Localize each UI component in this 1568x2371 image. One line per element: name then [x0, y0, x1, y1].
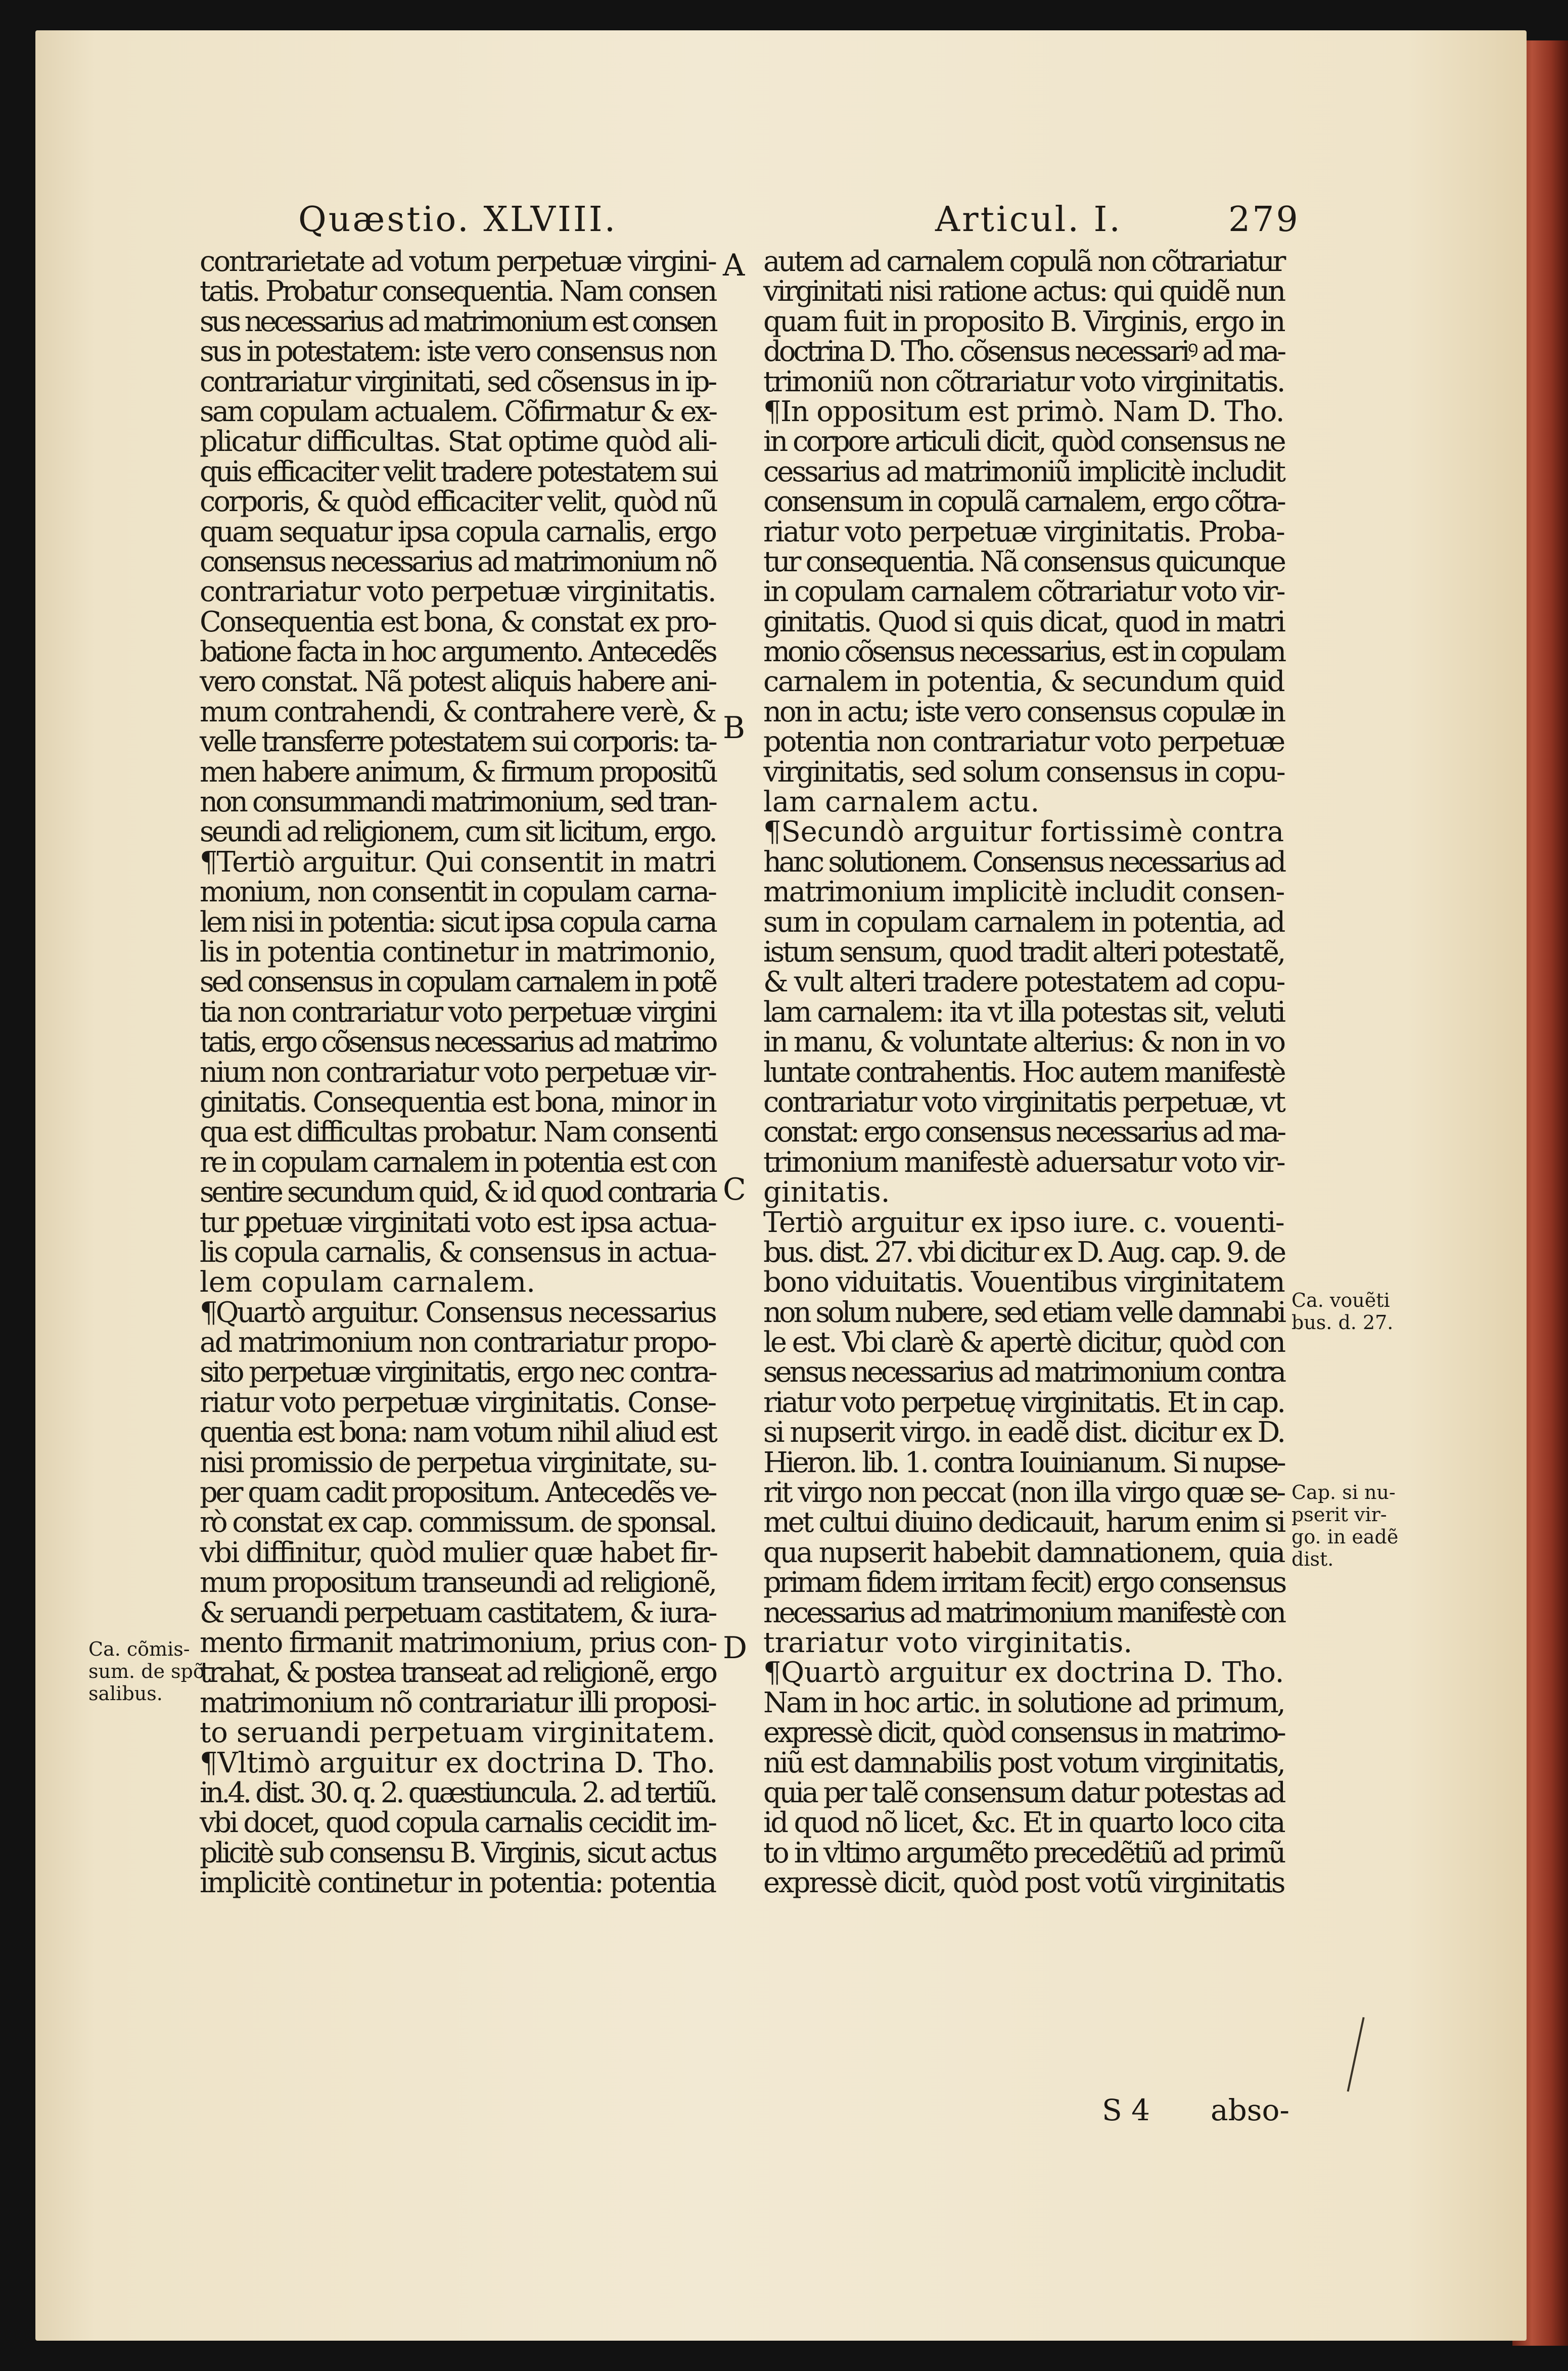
left-column-line: tia non contrariatur voto perpetuæ virgini — [200, 995, 716, 1029]
right-column-line: necessarius ad matrimonium manifestè con — [763, 1596, 1284, 1629]
right-column-line: primam fidem irritam fecit) ergo consensus — [763, 1566, 1285, 1600]
right-column-line: monio cõsensus necessarius, est in copulam — [763, 635, 1284, 669]
left-column-line: riatur voto perpetuæ virginitatis. Conse- — [200, 1386, 715, 1419]
right-column-line: sensus necessarius ad matrimonium contra — [763, 1356, 1284, 1389]
left-column-line: to seruandi perpetuam virginitatem. — [200, 1716, 715, 1750]
catchword: abso- — [1211, 2093, 1289, 2127]
right-column-line: bus. dist. 27. vbi dicitur ex D. Aug. cap. 9. de — [763, 1236, 1284, 1269]
left-column-line: vero constat. Nã potest aliquis habere ani- — [200, 665, 715, 699]
right-column-line: istum sensum, quod tradit alteri potestatẽ, — [763, 935, 1284, 969]
left-column-line: qua est difficultas probatur. Nam consenti — [200, 1116, 716, 1149]
right-column-line: non solum nubere, sed etiam velle damnabi — [763, 1296, 1284, 1329]
left-column-line: sentire secundum quid, & id quod contraria — [200, 1176, 716, 1209]
left-column-line: contrariatur virginitati, sed cõsensus in ip- — [200, 365, 715, 398]
right-column-line: rit virgo non peccat (non illa virgo quæ se- — [763, 1476, 1284, 1510]
right-column-line: potentia non contrariatur voto perpetuæ — [763, 725, 1284, 759]
right-column-line: in manu, & voluntate alterius: & non in vo — [763, 1026, 1284, 1059]
left-column-line: contrarietate ad votum perpetuæ virgini- — [200, 245, 716, 278]
right-column-line: contrariatur voto virginitatis perpetuæ, vt — [763, 1085, 1284, 1119]
right-column-line: id quod nõ licet, &c. Et in quarto loco cita — [763, 1806, 1284, 1840]
left-column-line: lis copula carnalis, & consensus in actua- — [200, 1236, 715, 1269]
right-column-line: virginitati nisi ratione actus: qui quidẽ nun — [763, 275, 1284, 308]
right-column-line: riatur voto perpetuę virginitatis. Et in cap. — [763, 1386, 1284, 1419]
left-column-line: implicitè continetur in potentia: potentia — [200, 1866, 715, 1900]
right-column-line: riatur voto perpetuæ virginitatis. Proba- — [763, 515, 1284, 549]
left-column-line: contrariatur voto perpetuæ virginitatis. — [200, 575, 716, 609]
right-column-line: expressè dicit, quòd post votũ virginitatis — [763, 1866, 1284, 1900]
right-column-line: Nam in hoc artic. in solutione ad primum, — [763, 1686, 1284, 1719]
left-column-line: sam copulam actualem. Cõfirmatur & ex- — [200, 395, 716, 428]
left-column-line: nium non contrariatur voto perpetuæ vir- — [200, 1056, 715, 1089]
right-column-line: niũ est damnabilis post votum virginitatis, — [763, 1746, 1284, 1780]
right-column-line: lam carnalem actu. — [763, 786, 1040, 819]
right-column-line: trariatur voto virginitatis. — [763, 1626, 1133, 1659]
right-column-line: Tertiò arguitur ex ipso iure. c. vouenti- — [763, 1206, 1284, 1239]
right-column-line: carnalem in potentia, & secundum quid — [763, 665, 1284, 699]
right-column-line: sum in copulam carnalem in potentia, ad — [763, 905, 1284, 939]
right-column-line: qua nupserit habebit damnationem, quia — [763, 1536, 1284, 1569]
right-column-line: ¶Quartò arguitur ex doctrina D. Tho. — [763, 1656, 1284, 1690]
right-column-line: expressè dicit, quòd consensus in matrimo- — [763, 1716, 1284, 1750]
right-column-line: lam carnalem: ita vt illa potestas sit, veluti — [763, 995, 1284, 1029]
right-column-line: luntate contrahentis. Hoc autem manifestè — [763, 1056, 1284, 1089]
margin-note-si-nupserit: Cap. si nu- pserit vir- go. in eadẽ dist. — [1292, 1481, 1399, 1570]
left-column-line: trahat, & postea transeat ad religionẽ, ergo — [200, 1656, 715, 1690]
left-column-line: ad matrimonium non contrariatur propo- — [200, 1326, 715, 1359]
right-column-line: in corpore articuli dicit, quòd consensus ne — [763, 425, 1284, 459]
running-head-right: Articul. I. — [935, 200, 1123, 240]
left-column-line: velle transferre potestatem sui corporis: ta- — [200, 725, 715, 759]
right-column-line: ginitatis. Quod si quis dicat, quod in matri — [763, 605, 1284, 639]
running-head-left: Quæstio. XLVIII. — [298, 200, 618, 240]
right-column-line: tur consequentia. Nã consensus quicunque — [763, 545, 1284, 578]
right-column-line: met cultui diuino dedicauit, harum enim si — [763, 1506, 1284, 1539]
right-column-line: quia per talẽ consensum datur potestas ad — [763, 1776, 1284, 1809]
right-column-line: ¶Secundò arguitur fortissimè contra — [763, 815, 1284, 849]
left-column-line: quam sequatur ipsa copula carnalis, ergo — [200, 515, 715, 549]
right-column-line: & vult alteri tradere potestatem ad copu- — [763, 966, 1284, 999]
left-column-line: non consummandi matrimonium, sed tran- — [200, 786, 715, 819]
right-column-line: ¶In oppositum est primò. Nam D. Tho. — [763, 395, 1284, 428]
left-column-line: nisi promissio de perpetua virginitate, su- — [200, 1446, 715, 1479]
right-column-line: cessarius ad matrimoniũ implicitè includit — [763, 455, 1284, 488]
left-column-line: ginitatis. Consequentia est bona, minor in — [200, 1085, 716, 1119]
left-column-line: quentia est bona: nam votum nihil aliud est — [200, 1416, 715, 1449]
left-column-line: plicitè sub consensu B. Virginis, sicut actus — [200, 1836, 715, 1870]
right-column-line: constat: ergo consensus necessarius ad ma- — [763, 1116, 1284, 1149]
left-column-line: batione facta in hoc argumento. Antecedẽs — [200, 635, 715, 669]
signature-mark: S 4 — [1102, 2093, 1150, 2127]
left-column-line: sito perpetuæ virginitatis, ergo nec contra- — [200, 1356, 715, 1389]
left-column-line: men habere animum, & firmum propositũ — [200, 755, 716, 789]
right-column-line: in copulam carnalem cõtrariatur voto vir- — [763, 575, 1284, 609]
right-column-line: to in vltimo argumẽto precedẽtiũ ad primũ — [763, 1836, 1284, 1870]
left-column-line: monium, non consentit in copulam carna- — [200, 876, 715, 909]
left-column-line: mento firmanit matrimonium, prius con- — [200, 1626, 716, 1659]
left-column-line: & seruandi perpetuam castitatem, & iura- — [200, 1596, 715, 1629]
left-column-line: re in copulam carnalem in potentia est con — [200, 1146, 715, 1179]
left-column-line: mum contrahendi, & contrahere verè, & — [200, 695, 716, 728]
margin-note-vouentibus: Ca. vouẽti bus. d. 27. — [1292, 1289, 1394, 1334]
left-column-line: lem copulam carnalem. — [200, 1266, 536, 1299]
right-column-line: trimoniũ non cõtrariatur voto virginitatis. — [763, 365, 1284, 398]
left-column-line: lis in potentia continetur in matrimonio, — [200, 935, 715, 969]
left-column-line: vbi diffinitur, quòd mulier quæ habet fir- — [200, 1536, 717, 1569]
right-column-line: Hieron. lib. 1. contra Iouinianum. Si nupse- — [763, 1446, 1284, 1479]
left-column-line: ¶Tertiò arguitur. Qui consentit in matri — [200, 845, 716, 879]
right-column-line: doctrina D. Tho. cõsensus necessariꝰ ad ma- — [763, 335, 1284, 369]
left-column-line: quis efficaciter velit tradere potestatem sui — [200, 455, 716, 488]
left-column-line: rò constat ex cap. commissum. de sponsal. — [200, 1506, 716, 1539]
left-column-line: corporis, & quòd efficaciter velit, quòd nũ — [200, 485, 716, 519]
section-letter-b: B — [723, 710, 746, 746]
right-column-line: trimonium manifestè aduersatur voto vir- — [763, 1146, 1284, 1179]
left-column-line: sed consensus in copulam carnalem in potẽ — [200, 966, 715, 999]
left-column-line: plicatur difficultas. Stat optime quòd ali- — [200, 425, 716, 459]
left-column-line: vbi docet, quod copula carnalis cecidit im- — [200, 1806, 715, 1840]
left-column-line: in.4. dist. 30. q. 2. quæstiuncula. 2. ad tertiũ. — [200, 1776, 715, 1809]
left-column-line: lem nisi in potentia: sicut ipsa copula carna — [200, 905, 715, 939]
right-text-column — [763, 247, 1284, 1898]
margin-note-commissum: Ca. cõmis- sum. de spõ salibus. — [88, 1638, 205, 1705]
left-column-line: matrimonium nõ contrariatur illi proposi- — [200, 1686, 715, 1719]
left-column-line: tatis, ergo cõsensus necessarius ad matrimo — [200, 1026, 715, 1059]
right-column-line: virginitatis, sed solum consensus in copu- — [763, 755, 1284, 789]
left-column-line: seundi ad religionem, cum sit licitum, ergo. — [200, 815, 715, 849]
right-column-line: quam fuit in proposito B. Virginis, ergo in — [763, 305, 1284, 338]
left-column-line: Consequentia est bona, & constat ex pro- — [200, 605, 715, 639]
section-letter-c: C — [723, 1172, 746, 1207]
right-column-line: consensum in copulã carnalem, ergo cõtra- — [763, 485, 1284, 519]
left-column-line: per quam cadit propositum. Antecedẽs ve- — [200, 1476, 715, 1510]
left-column-line: mum propositum transeundi ad religionẽ, — [200, 1566, 715, 1600]
left-column-line: tatis. Probatur consequentia. Nam consen — [200, 275, 715, 308]
left-text-column — [200, 247, 715, 1898]
right-column-line: non in actu; iste vero consensus copulæ in — [763, 695, 1284, 728]
left-column-line: sus necessarius ad matrimonium est consen — [200, 305, 715, 338]
right-column-line: ginitatis. — [763, 1176, 890, 1209]
left-column-line: sus in potestatem: iste vero consensus non — [200, 335, 715, 369]
right-column-line: matrimonium implicitè includit consen- — [763, 876, 1284, 909]
section-letter-d: D — [723, 1630, 748, 1666]
left-column-line: tur ꝑpetuæ virginitati voto est ipsa actua- — [200, 1206, 715, 1239]
right-column-line: bono viduitatis. Vouentibus virginitatem — [763, 1266, 1284, 1299]
right-column-line: si nupserit virgo. in eadẽ dist. dicitur ex D. — [763, 1416, 1284, 1449]
section-letter-a: A — [723, 248, 745, 283]
right-column-line: hanc solutionem. Consensus necessarius ad — [763, 845, 1284, 879]
right-column-line: le est. Vbi clarè & apertè dicitur, quòd con — [763, 1326, 1284, 1359]
left-column-line: consensus necessarius ad matrimonium nõ — [200, 545, 715, 578]
left-column-line: ¶Quartò arguitur. Consensus necessarius — [200, 1296, 715, 1329]
right-column-line: autem ad carnalem copulã non cõtrariatur — [763, 245, 1284, 278]
left-column-line: ¶Vltimò arguitur ex doctrina D. Tho. — [200, 1746, 715, 1780]
page-number: 279 — [1228, 200, 1300, 240]
